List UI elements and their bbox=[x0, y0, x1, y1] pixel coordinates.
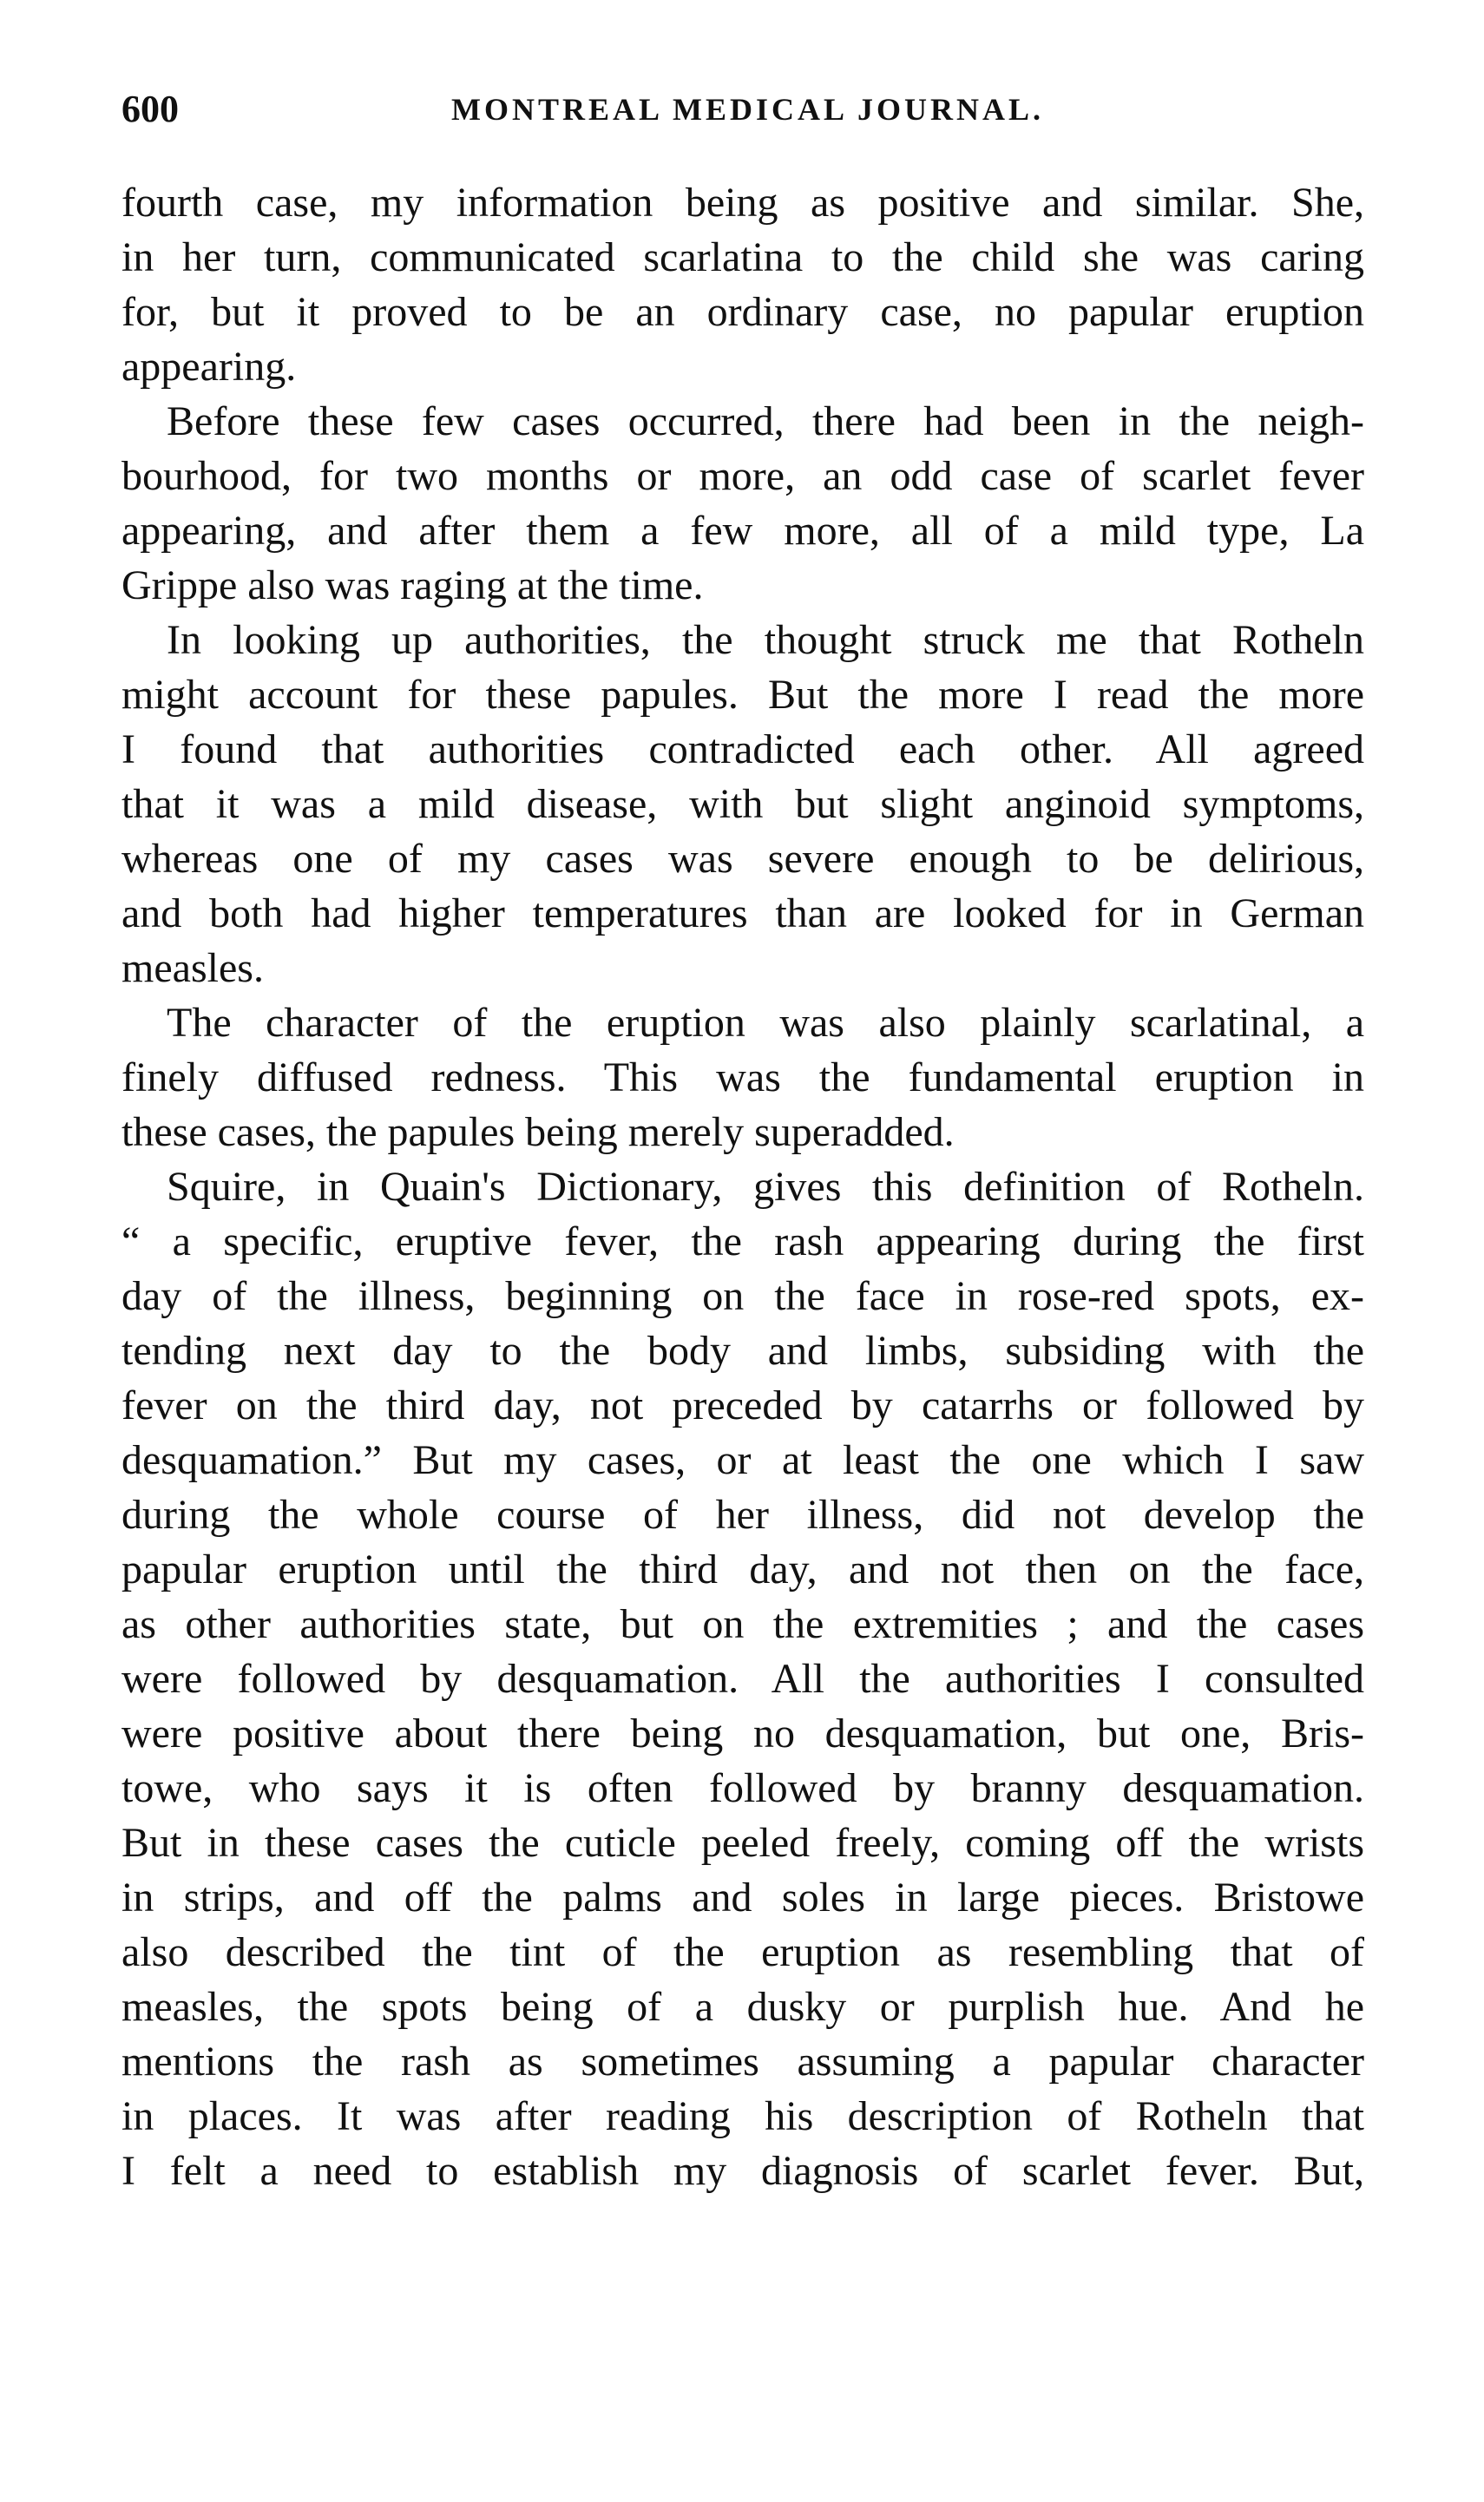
text-line: were followed by desquamation. All the authorities I consulted bbox=[121, 1656, 1364, 1702]
paragraph bbox=[121, 613, 1364, 995]
paragraph bbox=[121, 175, 1364, 394]
text-line: tending next day to the body and limbs, subsiding with the bbox=[121, 1328, 1364, 1374]
text-line: for, but it proved to be an ordinary case, no papular eruption bbox=[121, 289, 1364, 335]
text-line: Grippe also was raging at the time. bbox=[121, 562, 704, 608]
text-line: Before these few cases occurred, there had been in the neigh- bbox=[167, 398, 1364, 444]
text-line: fourth case, my information being as positive and similar. She, bbox=[121, 180, 1364, 226]
text-line: also described the tint of the eruption as resembling that of bbox=[121, 1929, 1364, 1975]
text-line: whereas one of my cases was severe enough to be delirious, bbox=[121, 836, 1364, 882]
text-line: in places. It was after reading his description of Rotheln that bbox=[121, 2093, 1364, 2139]
text-line: appearing. bbox=[121, 344, 297, 390]
text-line: But in these cases the cuticle peeled freely, coming off the wrists bbox=[121, 1820, 1364, 1866]
text-line: “ a specific, eruptive fever, the rash appearing during the first bbox=[121, 1218, 1364, 1264]
text-line: appearing, and after them a few more, all of a mild type, La bbox=[121, 508, 1364, 554]
page-number: 600 bbox=[121, 88, 179, 130]
text-line: were positive about there being no desquamation, but one, Bris- bbox=[121, 1711, 1364, 1757]
text-line: The character of the eruption was also plainly scarlatinal, a bbox=[167, 1000, 1364, 1046]
text-line: desquamation.” But my cases, or at least the one which I saw bbox=[121, 1437, 1364, 1483]
text-line: might account for these papules. But the more I read the more bbox=[121, 672, 1364, 718]
text-line: mentions the rash as sometimes assuming a papular character bbox=[121, 2039, 1364, 2085]
text-line: I found that authorities contradicted each other. All agreed bbox=[121, 726, 1364, 772]
text-line: measles, the spots being of a dusky or purplish hue. And he bbox=[121, 1984, 1364, 2030]
text-line: and both had higher temperatures than are looked for in German bbox=[121, 890, 1364, 936]
text-line: bourhood, for two months or more, an odd case of scarlet fever bbox=[121, 453, 1364, 499]
text-line: fever on the third day, not preceded by catarrhs or followed by bbox=[121, 1382, 1364, 1428]
text-line: as other authorities state, but on the extremities ; and the cases bbox=[121, 1601, 1364, 1647]
body-text bbox=[121, 175, 1364, 2198]
text-line: papular eruption until the third day, and not then on the face, bbox=[121, 1547, 1364, 1592]
text-line: day of the illness, beginning on the face in rose-red spots, ex- bbox=[121, 1273, 1364, 1319]
text-line: measles. bbox=[121, 945, 264, 991]
text-line: these cases, the papules being merely superadded. bbox=[121, 1109, 955, 1155]
text-line: that it was a mild disease, with but slight anginoid symptoms, bbox=[121, 781, 1364, 827]
text-line: finely diffused redness. This was the fundamental eruption in bbox=[121, 1054, 1364, 1100]
text-line: Squire, in Quain's Dictionary, gives this definition of Rotheln. bbox=[167, 1164, 1364, 1210]
text-line: in strips, and off the palms and soles in large pieces. Bristowe bbox=[121, 1875, 1364, 1921]
text-line: during the whole course of her illness, did not develop the bbox=[121, 1492, 1364, 1538]
paragraph bbox=[121, 394, 1364, 613]
running-head bbox=[121, 83, 1363, 135]
text-line: in her turn, communicated scarlatina to the child she was caring bbox=[121, 234, 1364, 280]
journal-title: MONTREAL MEDICAL JOURNAL. bbox=[451, 92, 1045, 127]
text-line: towe, who says it is often followed by branny desquamation. bbox=[121, 1765, 1364, 1811]
text-line: I felt a need to establish my diagnosis of scarlet fever. But, bbox=[121, 2148, 1364, 2194]
text-line: In looking up authorities, the thought struck me that Rotheln bbox=[167, 617, 1364, 663]
paragraph bbox=[121, 1159, 1364, 2198]
paragraph bbox=[121, 995, 1364, 1159]
